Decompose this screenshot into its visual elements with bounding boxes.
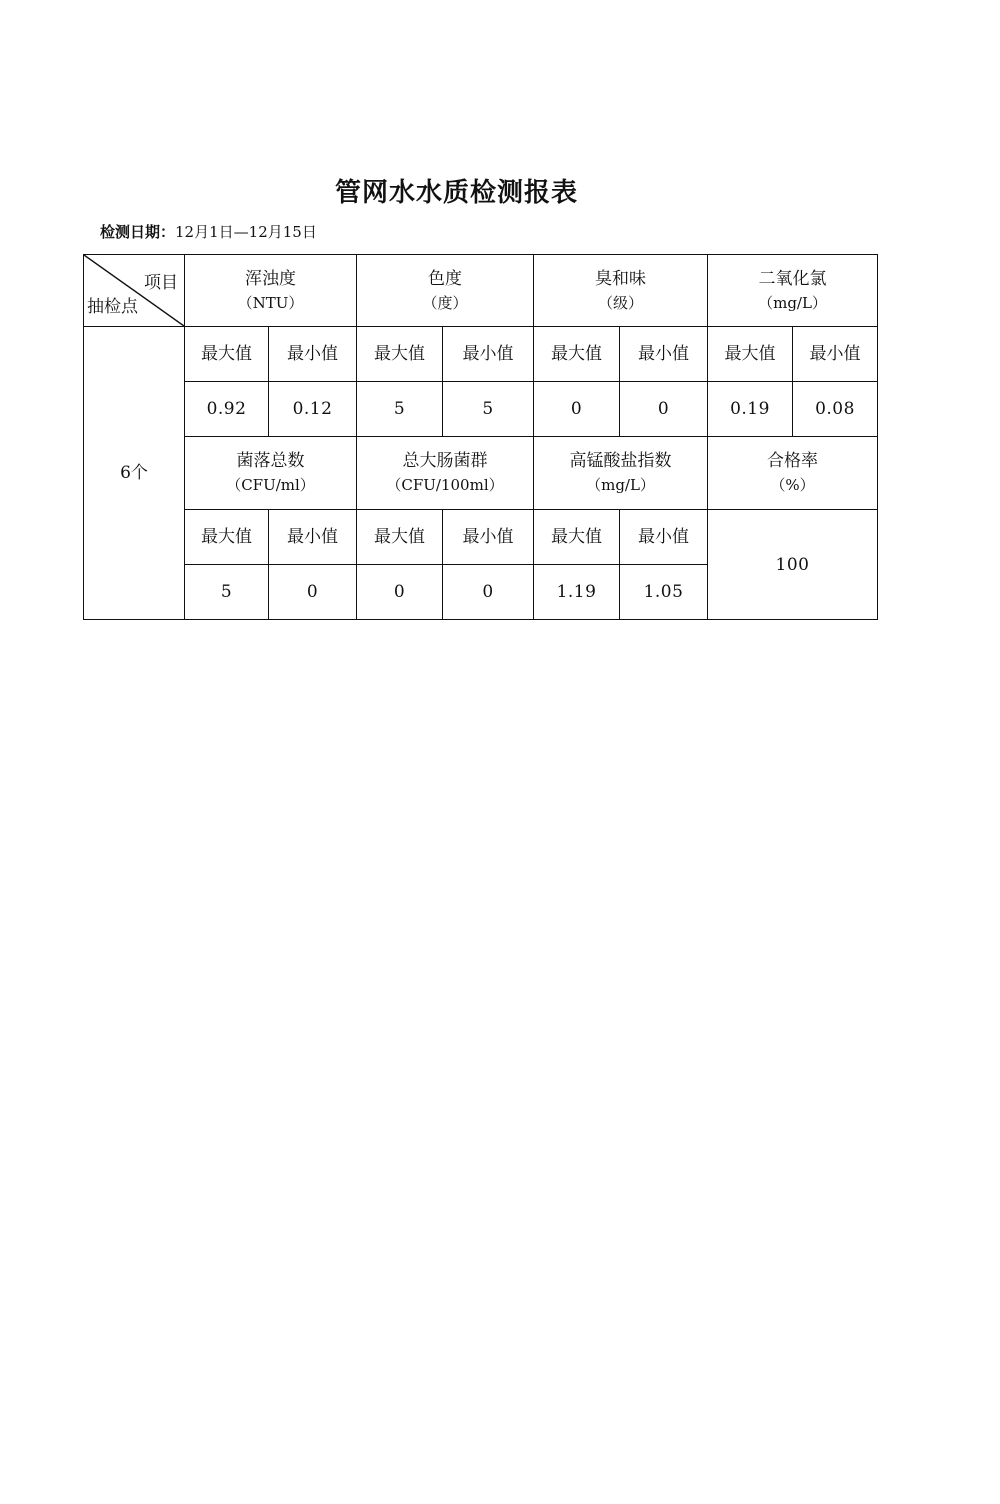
min-label: 最小值 [269,510,357,565]
min-label: 最小值 [620,327,708,382]
colony-count-min: 0 [269,565,357,620]
sampling-point-count: 6个 [84,327,185,620]
min-label: 最小值 [793,327,878,382]
minmax-row-1 [84,327,878,382]
header-row-1 [84,255,878,327]
turbidity-min: 0.12 [269,382,357,437]
header-row-2 [84,437,878,510]
param-turbidity: 浑浊度 （NTU） [185,255,357,327]
max-label: 最大值 [357,327,443,382]
report-title: 管网水水质检测报表 [334,178,578,208]
param-color: 色度 （度） [357,255,534,327]
param-total-coliform: 总大肠菌群 （CFU/100ml） [357,437,534,510]
min-label: 最小值 [269,327,357,382]
inspection-date [100,221,317,242]
color-min: 5 [443,382,534,437]
date-value: 12月1日—12月15日 [175,223,317,241]
param-permanganate-index: 高锰酸盐指数 （mg/L） [534,437,708,510]
pass-rate-value: 100 [708,510,878,620]
max-label: 最大值 [357,510,443,565]
colony-count-max: 5 [185,565,269,620]
permanganate-min: 1.05 [620,565,708,620]
odor-max: 0 [534,382,620,437]
max-label: 最大值 [534,510,620,565]
corner-cell [84,255,185,327]
param-chlorine-dioxide: 二氧化氯 （mg/L） [708,255,878,327]
min-label: 最小值 [620,510,708,565]
min-label: 最小值 [443,510,534,565]
odor-min: 0 [620,382,708,437]
chlorine-dioxide-min: 0.08 [793,382,878,437]
corner-item-label: 项目 [144,273,178,293]
color-max: 5 [357,382,443,437]
minmax-row-2 [84,510,878,565]
date-label: 检测日期： [100,223,176,241]
total-coliform-min: 0 [443,565,534,620]
turbidity-max: 0.92 [185,382,269,437]
chlorine-dioxide-max: 0.19 [708,382,793,437]
param-pass-rate: 合格率 （%） [708,437,878,510]
param-colony-count: 菌落总数 （CFU/ml） [185,437,357,510]
max-label: 最大值 [534,327,620,382]
max-label: 最大值 [185,327,269,382]
corner-point-label: 抽检点 [87,297,138,317]
min-label: 最小值 [443,327,534,382]
permanganate-max: 1.19 [534,565,620,620]
max-label: 最大值 [708,327,793,382]
total-coliform-max: 0 [357,565,443,620]
param-odor: 臭和味 （级） [534,255,708,327]
max-label: 最大值 [185,510,269,565]
water-quality-table [83,254,878,620]
value-row-1 [84,382,878,437]
